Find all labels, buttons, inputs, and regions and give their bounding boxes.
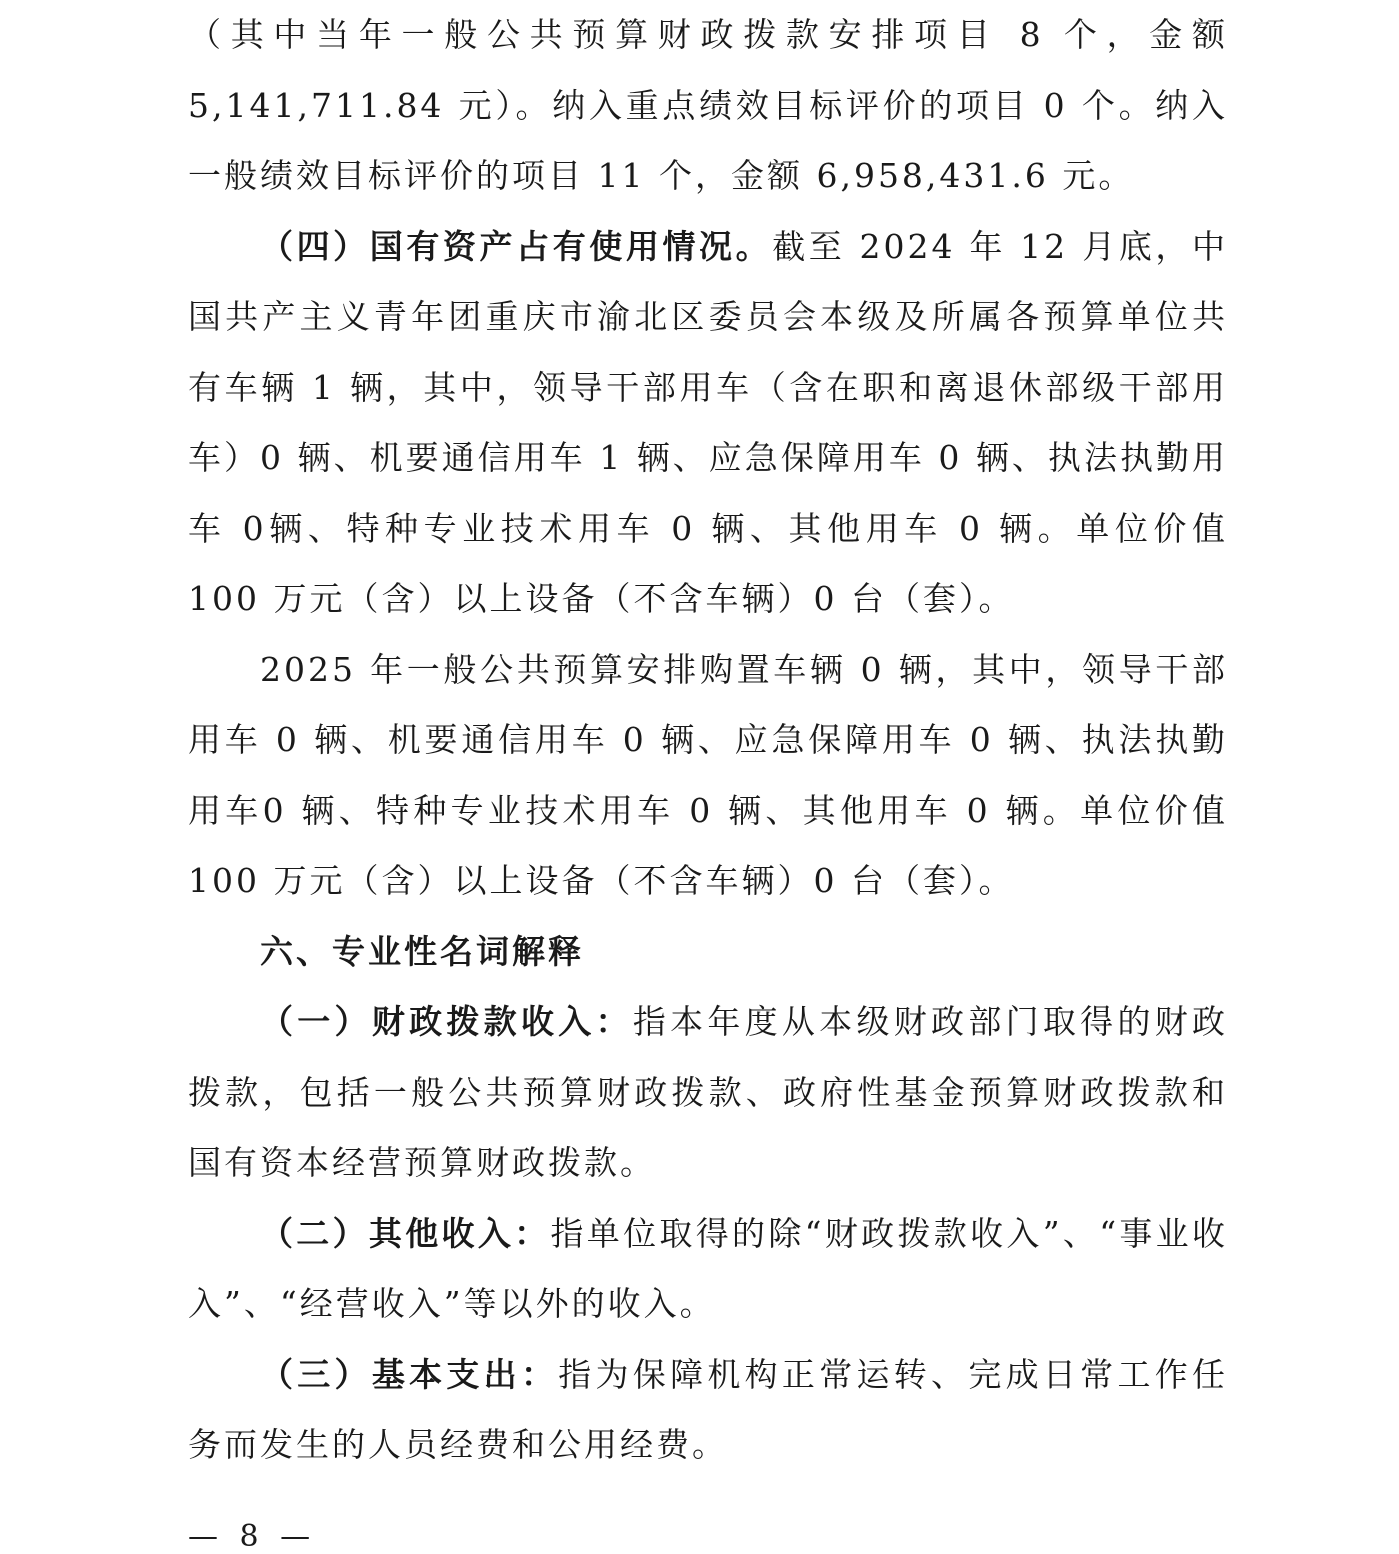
page-number: — 8 — — [188, 1519, 317, 1554]
definition-text: 指单位取得的除“财政拨款收入”、“事业收入”、“经营收入”等以外的收入。 — [188, 1213, 1228, 1323]
term-fiscal-appropriation: （一）财政拨款收入： — [260, 1002, 633, 1041]
definition-text: 指本年度从本级财政部门取得的财政拨款，包括一般公共预算财政拨款、政府性基金预算财政拨款和国有资本经营预算财政拨款。 — [188, 1002, 1229, 1182]
definition-other-income — [188, 1199, 1228, 1340]
definition-text: 指为保障机构正常运转、完成日常工作任务而发生的人员经费和公用经费。 — [188, 1354, 1229, 1464]
section-heading-terms: 六、专业性名词解释 — [260, 931, 584, 971]
term-other-income: （二）其他收入： — [260, 1213, 551, 1253]
paragraph-state-assets — [188, 212, 1228, 635]
paragraph-project-summary: （其中当年一般公共预算财政拨款安排项目 8 个，金额5,141,711.84 元）。纳入重点绩效目标评价的项目 0 个。纳入一般绩效目标评价的项目 11 个，金额 6,958,431.6 元。 — [188, 15, 1228, 195]
paragraph-vehicle-purchase: 2025 年一般公共预算安排购置车辆 0 辆，其中，领导干部用车 0 辆、机要通信用车 0 辆、应急保障用车 0 辆、执法执勤用车0 辆、特种专业技术用车 0 辆、其他用车 0 辆。单位价值 100 万元（含）以上设备（不含车辆）0 台（套）。 — [188, 649, 1228, 900]
subheading-state-assets: （四）国有资产占有使用情况。 — [260, 226, 773, 266]
document-body — [188, 0, 1228, 1481]
definition-fiscal-appropriation — [188, 987, 1228, 1199]
definition-basic-expenditure — [188, 1340, 1228, 1481]
term-basic-expenditure: （三）基本支出： — [260, 1354, 559, 1394]
state-assets-text: 截至 2024 年 12 月底，中国共产主义青年团重庆市渝北区委员会本级及所属各预算单位共有车辆 1 辆，其中，领导干部用车（含在职和离退休部级干部用车）0 辆、机要通信用车 1 辆、应急保障用车 0 辆、执法执勤用车 0辆、特种专业技术用车 0 辆、其他用车 0 辆。单位价值 100 万元（含）以上设备（不含车辆）0 台（套）。 — [188, 226, 1228, 618]
